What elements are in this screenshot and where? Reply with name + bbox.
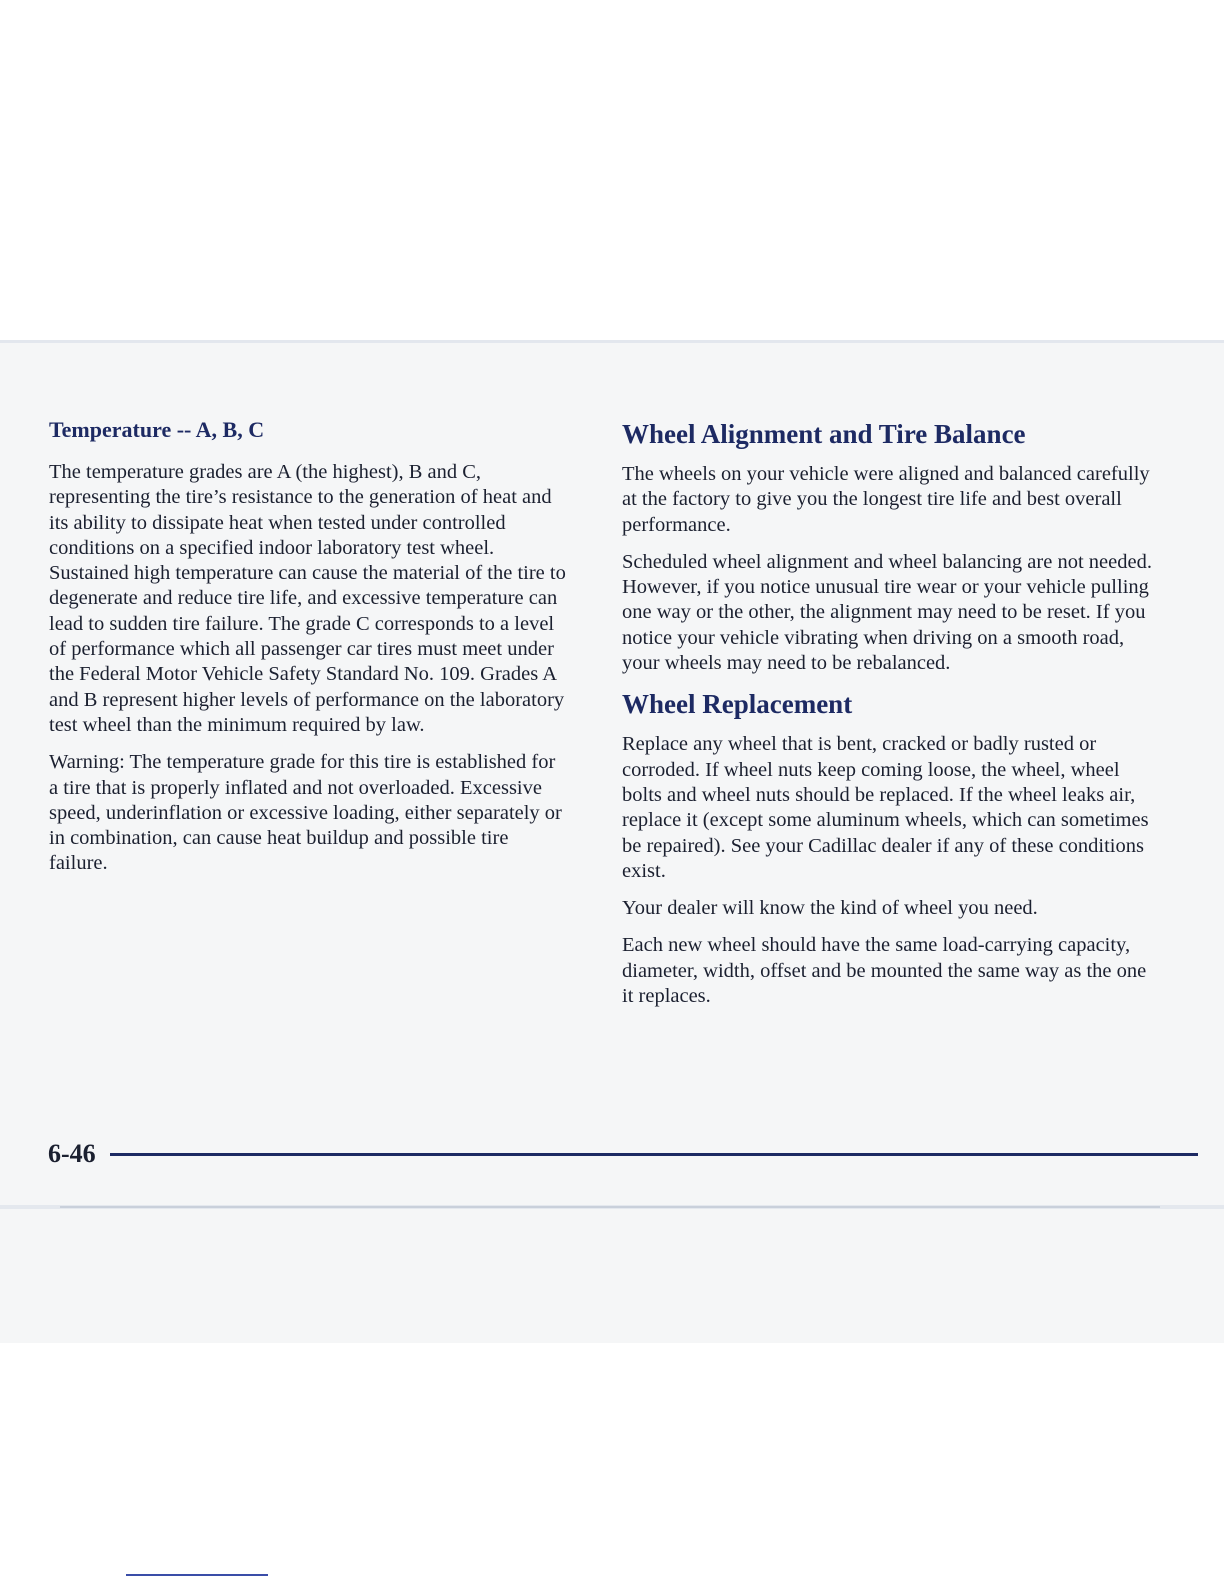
alignment-paragraph: Scheduled wheel alignment and wheel balancing are not needed. However, if you notice unusual tire wear or your vehicle pulling one way or the other, the alignment may need to be reset. If you notice your vehicle vibrating when driving on a smooth road, your wheels may need to be rebalanced.	[622, 550, 1152, 675]
right-column	[622, 418, 1162, 1021]
left-column	[49, 416, 569, 889]
replacement-paragraph: Your dealer will know the kind of wheel you need.	[622, 897, 1038, 920]
alignment-paragraph: The wheels on your vehicle were aligned and balanced carefully at the factory to give you the longest tire life and best overall performance.	[622, 463, 1150, 536]
page-number: 6-46	[48, 1139, 96, 1168]
replacement-paragraph: Each new wheel should have the same load-carrying capacity, diameter, width, offset and be mounted the same way as the one it replaces.	[622, 934, 1147, 1008]
alignment-heading: Wheel Alignment and Tire Balance	[622, 419, 1026, 449]
page-footer	[48, 1134, 1148, 1174]
bottom-link-underline[interactable]	[126, 1574, 268, 1576]
replacement-heading: Wheel Replacement	[622, 689, 853, 720]
temperature-subhead: Temperature -- A, B, C	[49, 417, 265, 442]
panel-bottom-shadow	[60, 1206, 1160, 1208]
footer-rule	[110, 1153, 1198, 1156]
temperature-paragraph: The temperature grades are A (the highest), B and C, representing the tire’s resistance to the generation of heat and its ability to dissipate heat when tested under controlled conditions on a specified indoor laboratory test wheel. Sustained high temperature can cause the material of the tire to degenerate and reduce tire life, and excessive temperature can lead to sudden tire failure. The grade C corresponds to a level of performance which all passenger car tires must meet under the Federal Motor Vehicle Safety Standard No. 109. Grades A and B represent higher levels of performance on the laboratory test wheel than the minimum required by law.	[49, 461, 566, 736]
warning-paragraph: Warning: The temperature grade for this tire is established for a tire that is properly inflated and not overloaded. Excessive speed, underinflation or excessive loading, either separately or in combination, can cause heat buildup and possible tire failure.	[49, 751, 562, 875]
replacement-paragraph: Replace any wheel that is bent, cracked or badly rusted or corroded. If wheel nuts keep coming loose, the wheel, wheel bolts and wheel nuts should be replaced. If the wheel leaks air, replace it (except some aluminum wheels, which can sometimes be repaired). See your Cadillac dealer if any of these conditions exist.	[622, 733, 1149, 882]
